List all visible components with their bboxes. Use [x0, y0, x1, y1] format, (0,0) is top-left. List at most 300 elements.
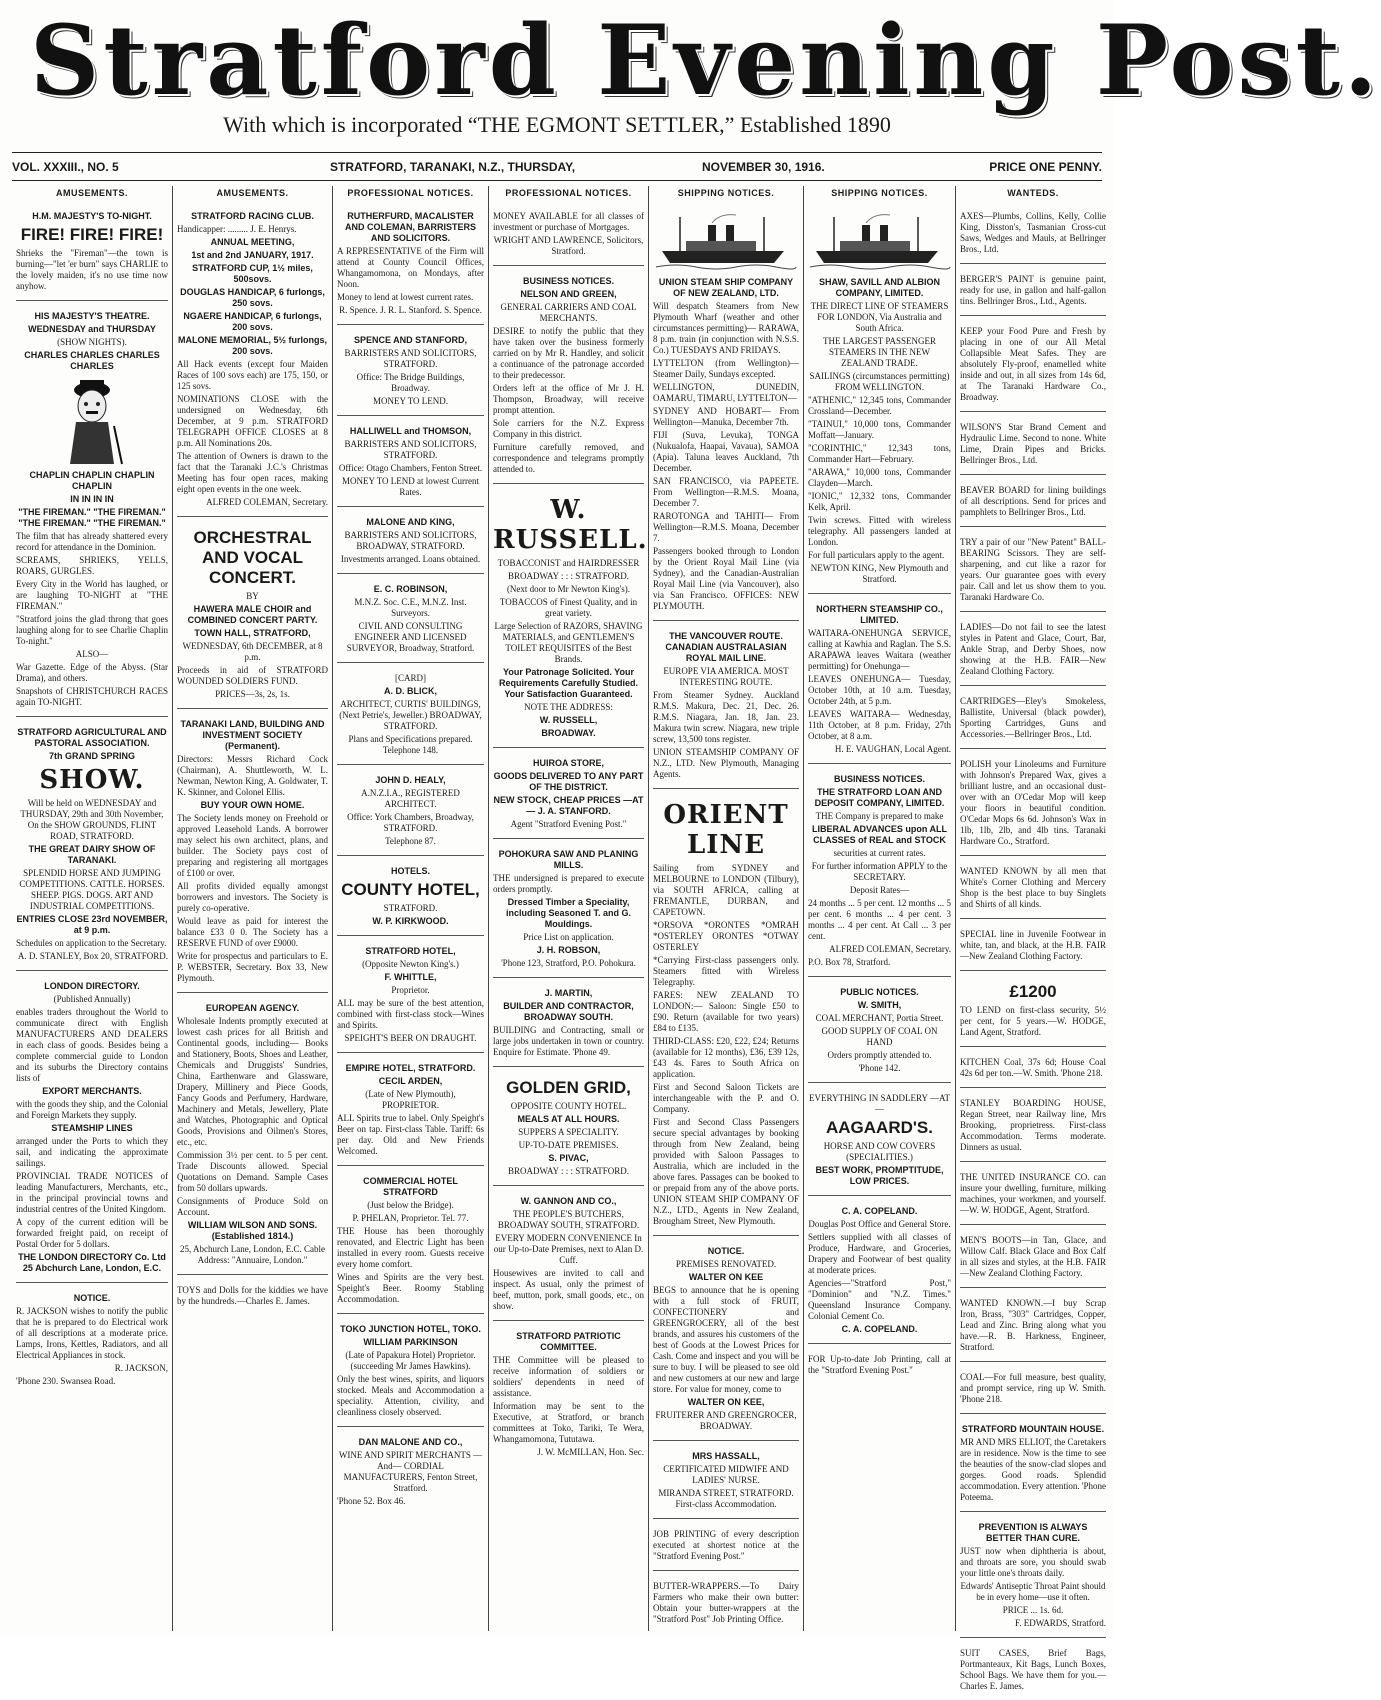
- steamship-illustration: [656, 211, 796, 273]
- ad-heading: NOTICE.: [707, 1246, 745, 1256]
- ad-heading: (Opposite Newton King's.): [362, 959, 459, 969]
- ad-heading: Douglas Post Office and General Store.: [808, 1219, 951, 1229]
- advertisement: [493, 1071, 644, 1186]
- ad-heading: PUBLIC NOTICES.: [840, 987, 919, 997]
- ad-heading: NEWTON KING, New Plymouth and Stratford.: [810, 563, 949, 584]
- ad-heading: W. P. KIRKWOOD.: [372, 916, 449, 926]
- ad-body-text: MEN'S BOOTS—in Tan, Glace, and Willow Calf. Black Glace and Box Calf in all sizes and styles, at the H.B. FAIR—New Zealand Clothing Factory.: [960, 1235, 1106, 1278]
- ad-body-text: BUTTER-WRAPPERS.—To Dairy Farmers who make their own butter: Obtain your butter-wrappers at the "Stratford Post" Job Printing Office.: [653, 1581, 799, 1624]
- ad-heading: EUROPEAN AGENCY.: [205, 1003, 300, 1013]
- advertisement: [337, 205, 484, 325]
- ad-body-text: KEEP your Food Pure and Fresh by placing in one of our All Metal Collapsible Meat Safes. They are absolutely Fly-proof, enamelled white inside and out, in all sizes from 14s 6d, at The Taranaki Hardware Co., Broadway.: [960, 326, 1106, 402]
- ad-body-text: RAROTONGA and TAHITI— From Wellington—R.M.S. Moana, December 7.: [653, 511, 799, 543]
- ad-heading: MALONE MEMORIAL, 5½ furlongs, 200 sovs.: [177, 335, 327, 356]
- ad-heading: (SHOW NIGHTS).: [57, 337, 127, 347]
- advertisement: [808, 1348, 951, 1384]
- ad-body-text: *Carrying First-class passengers only. Steamers fitted with Wireless Telegraphy.: [653, 955, 799, 987]
- ad-heading: R. Spence. J. R. L. Stanford. S. Spence.: [339, 305, 482, 315]
- ad-body-text: A REPRESENTATIVE of the Firm will attend at County Council Offices, Whangamomona, on Mondays, after Noon.: [337, 246, 484, 289]
- ad-heading: STRATFORD CUP, 1½ miles, 500sovs.: [192, 263, 313, 284]
- ad-body-text: *ORSOVA *ORONTES *OMRAH *OSTERLEY ORONTES *OTWAY OSTERLEY: [653, 920, 799, 952]
- ad-heading: CERTIFICATED MIDWIFE AND LADIES' NURSE.: [663, 1464, 789, 1485]
- advertisement: [808, 1087, 951, 1196]
- advertisement: [960, 205, 1106, 264]
- ad-body-text: WANTED KNOWN.—I buy Scrap Iron, Brass, "303" Cartridges, Copper, Lead and Zinc. Bring along what you have.—R. B. Harkness, Engineer, Stratford.: [960, 1298, 1106, 1352]
- advertisement: [960, 923, 1106, 971]
- ad-heading: Will be held on WEDNESDAY and THURSDAY, 29th and 30th November, On the SHOW GROUNDS, FLINT ROAD, STRATFORD.: [20, 798, 164, 841]
- ad-body-text: Directors: Messrs Richard Cock (Chairman), A. Shuttleworth, W. L. Newman, Newton King, A. Goldwater, T. K. Skinner, and Colonel Ellis.: [177, 754, 328, 797]
- ad-body-text: THE undersigned is prepared to execute orders promptly.: [493, 873, 644, 894]
- ad-heading: HORSE AND COW COVERS (SPECIALITIES.): [823, 1141, 936, 1162]
- advertisement: [960, 1418, 1106, 1512]
- ad-heading: GENERAL CARRIERS AND COAL MERCHANTS.: [500, 302, 637, 323]
- ad-heading: STRATFORD PATRIOTIC COMMITTEE.: [516, 1331, 621, 1352]
- ad-body-text: BERGER'S PAINT is genuine paint, ready for use, in gallon and half-gallon tins. Bellringer Bros., Ltd., Agents.: [960, 274, 1106, 306]
- ad-body-text: MR AND MRS ELLIOT, the Caretakers are in residence. Now is the time to see the beauties of the snow-clad slopes and gorges. Good roads. Splendid accommodation. Every attention. 'Phone Poteema.: [960, 1437, 1106, 1502]
- ad-body-text: UNION STEAMSHIP COMPANY OF N.Z., LTD. New Plymouth, Managing Agents.: [653, 747, 799, 779]
- ad-heading: WEDNESDAY and THURSDAY: [28, 324, 156, 334]
- ad-body-text: ALL may be sure of the best attention, combined with first-class stock—Wines and Spirits.: [337, 998, 484, 1030]
- ad-heading: W. SMITH,: [857, 1000, 902, 1010]
- advertisement: [16, 205, 168, 301]
- advertisement: [808, 598, 951, 764]
- ad-body-text: 24 months ... 5 per cent. 12 months ... 5 per cent. 6 months ... 4 per cent. 3 months ... 4 per cent. At Call ... 3 per cent.: [808, 898, 951, 941]
- advertisement: [493, 982, 644, 1067]
- ad-heading: PRICES—3s, 2s, 1s.: [215, 689, 290, 699]
- ad-heading: SPENCE AND STANFORD,: [353, 335, 467, 345]
- ad-heading: ENTRIES CLOSE 23rd NOVEMBER, at 9 p.m.: [16, 914, 168, 935]
- ad-heading: ALSO—: [75, 649, 109, 659]
- ad-heading: WINE AND SPIRIT MERCHANTS —And— CORDIAL MANUFACTURERS, Fenton Street, Stratford.: [338, 1450, 483, 1493]
- column-heading: SHIPPING NOTICES.: [677, 188, 775, 198]
- ad-body-text: Will despatch Steamers from New Plymouth Wharf (weather and other circumstances permitting)— RARAWA, 8 p.m. train (in conjunction with N.S.S. Co.) TUESDAYS AND FRIDAYS.: [653, 301, 799, 355]
- ad-heading: THE LONDON DIRECTORY Co. Ltd 25 Abchurch Lane, London, E.C.: [18, 1252, 166, 1273]
- ad-body-text: Sole carriers for the N.Z. Express Company in this district.: [493, 418, 644, 439]
- ad-heading: Telephone 87.: [385, 836, 436, 846]
- ad-body-text: Schedules on application to the Secretary.: [16, 938, 167, 948]
- advertisement: [337, 1170, 484, 1314]
- ad-heading: 7th GRAND SPRING: [48, 751, 135, 761]
- advertisement: [960, 1516, 1106, 1638]
- ad-heading: TOKO JUNCTION HOTEL, TOKO.: [340, 1324, 481, 1334]
- ad-body-text: "TAINUI," 10,000 tons, Commander Moffatt—January.: [808, 419, 951, 440]
- ad-heading: UNION STEAM SHIP COMPANY OF NEW ZEALAND, LTD.: [658, 277, 794, 298]
- ad-heading: P. PHELAN, Proprietor. Tel. 77.: [352, 1213, 469, 1223]
- ad-heading: BY: [246, 591, 259, 601]
- ad-body-text: Snapshots of CHRISTCHURCH RACES again TO-NIGHT.: [16, 686, 168, 707]
- ad-body-text: COAL—For full measure, best quality, and prompt service, ring up W. Smith. 'Phone 218.: [960, 1372, 1106, 1404]
- ad-body-text: WANTED KNOWN by all men that White's Corner Clothing and Mercery Shop is the best place to buy Singlets and Shirts of all kinds.: [960, 866, 1106, 909]
- ad-heading: (Late of Papakura Hotel) Proprietor. (succeeding Mr James Hawkins).: [345, 1350, 476, 1371]
- ad-heading: NEW STOCK, CHEAP PRICES —AT— J. A. STANFORD.: [493, 795, 644, 816]
- ad-heading: A. D. BLICK,: [384, 686, 437, 696]
- dateline-rule: [12, 180, 1102, 181]
- ad-heading: J. MARTIN,: [544, 988, 593, 998]
- ad-body-text: CARTRIDGES—Eley's Smokeless, Ballistite, Universal (black powder), Sporting Cartridges, Guns and Accessories.—Bellringer Bros., Ltd.: [960, 696, 1106, 739]
- ad-heading: THE VANCOUVER ROUTE. CANADIAN AUSTRALASIAN ROYAL MAIL LINE.: [665, 631, 787, 663]
- ad-heading: ANNUAL MEETING,: [210, 237, 295, 247]
- ad-body-text: Housewives are invited to call and inspect. As usual, only the primest of beef, mutton, pork, small goods, etc., on show.: [493, 1268, 644, 1311]
- ad-heading: MIRANDA STREET, STRATFORD. First-class Accommodation.: [658, 1488, 794, 1509]
- advertisement: [960, 1092, 1106, 1162]
- ad-heading: CHARLES CHARLES CHARLES CHARLES: [24, 350, 160, 371]
- ad-heading: COMMERCIAL HOTEL STRATFORD: [363, 1176, 458, 1197]
- ad-body-text: 'Phone 52. Box 46.: [337, 1496, 406, 1506]
- ad-body-text: Write for prospectus and particulars to E. P. WEBSTER, Secretary. Box 33, New Plymouth.: [177, 951, 328, 983]
- ad-body-text: Furniture carefully removed, and correspondence and telegrams promptly attended to.: [493, 442, 644, 474]
- ad-heading: AAGAARD'S.: [826, 1118, 933, 1137]
- ad-heading: ARCHITECT, CURTIS' BUILDINGS, (Next Petrie's, Jeweller.) BROADWAY, STRATFORD.: [339, 699, 482, 731]
- ad-heading: 'Phone 123, Stratford, P.O. Pohokura.: [501, 958, 636, 968]
- ad-heading: Agent "Stratford Evening Post.": [510, 819, 627, 829]
- ad-heading: SPLENDID HORSE AND JUMPING COMPETITIONS. CATTLE. HORSES. SHEEP. PIGS. DOGS. ART AND INDUSTRIAL COMPETITIONS.: [19, 868, 165, 911]
- column-2: [172, 186, 332, 1631]
- ad-body-text: All profits divided equally amongst borrowers and investors. The Society is purely co-operative.: [177, 881, 328, 913]
- ad-heading: (Published Annually): [53, 994, 131, 1004]
- ad-body-text: Wines and Spirits are the very best. Speight's Beer. Roomy Stabling Accommodation.: [337, 1272, 484, 1304]
- ad-body-text: Handicapper: ......... J. E. Henrys.: [177, 224, 297, 234]
- ad-body-text: NOMINATIONS CLOSE with the undersigned on Wednesday, 6th December, at 9 p.m. STRATFORD TELEGRAPH OFFICE CLOSES at 8 p.m. All Nominations 20s.: [177, 394, 328, 448]
- ad-heading: WALTER ON KEE: [688, 1272, 764, 1282]
- advertisement: [653, 625, 799, 789]
- advertisement: [493, 488, 648, 748]
- ad-heading: WALTER ON KEE,: [687, 1397, 765, 1407]
- ad-heading: ALFRED COLEMAN, Secretary.: [829, 944, 951, 954]
- ad-heading: BARRISTERS AND SOLICITORS, STRATFORD.: [344, 439, 477, 460]
- advertisement: [16, 975, 168, 1283]
- advertisement: [337, 1318, 484, 1427]
- advertisement: [960, 1366, 1106, 1414]
- ad-heading: Office: The Bridge Buildings, Broadway.: [356, 372, 465, 393]
- ad-heading: Your Patronage Solicited. Your Requirements Carefully Studied. Your Satisfaction Guaranteed.: [498, 667, 639, 699]
- ad-body-text: SYDNEY AND HOBART— From Wellington—Manuka, December 7th.: [653, 406, 799, 427]
- dateline: [12, 158, 1102, 176]
- ad-heading: BARRISTERS AND SOLICITORS, BROADWAY, STRATFORD.: [344, 530, 477, 551]
- newspaper-title: Stratford Evening Post.: [30, 4, 1381, 117]
- ad-heading: BROADWAY : : : STRATFORD.: [507, 1166, 630, 1176]
- ad-body-text: AXES—Plumbs, Collins, Kelly, Collie King, Disston's, Tasmanian Cross-cut Saws, Wedges and Mauls, at Bellringer Bros., Ltd.: [960, 211, 1106, 254]
- ad-heading: "THE FIREMAN." "THE FIREMAN." "THE FIREMAN." "THE FIREMAN.": [18, 507, 166, 528]
- ad-heading: BUSINESS NOTICES.: [522, 276, 614, 286]
- ad-body-text: For full particulars apply to the agent.: [808, 550, 945, 560]
- ad-heading: HUIROA STORE,: [532, 758, 604, 768]
- ad-heading: Office: York Chambers, Broadway, STRATFORD.: [347, 812, 474, 833]
- ad-heading: Large Selection of RAZORS, SHAVING MATERIALS, and GENTLEMEN'S TOILET REQUISITES of the Best Brands.: [494, 621, 643, 664]
- advertisement: [960, 860, 1106, 919]
- ad-heading: THE Company is prepared to make: [815, 811, 944, 821]
- ad-body-text: "ATHENIC," 12,345 tons, Commander Crossland—December.: [808, 395, 951, 416]
- ad-heading: SPEIGHT'S BEER ON DRAUGHT.: [344, 1033, 477, 1043]
- ad-heading: For further information APPLY to the SECRETARY.: [811, 861, 948, 882]
- ad-body-text: PROVINCIAL TRADE NOTICES of leading Manufacturers, Merchants, etc., in the principal provincial towns and industrial centres of the United Kingdom.: [16, 1171, 168, 1214]
- ad-body-text: Agencies—"Stratford Post," "Dominion" and "N.Z. Times." Queensland Insurance Company. Colonial Cement Co.: [808, 1278, 951, 1321]
- ad-heading: GOLDEN GRID,: [506, 1078, 631, 1097]
- ad-body-text: "CORINTHIC," 12,343 tons, Commander Hart—February.: [808, 443, 951, 464]
- ad-body-text: THE UNITED INSURANCE CO. can insure your dwelling, furniture, milking machines, your workmen, and yourself.—W. W. HODGE, Agent, Stratford.: [960, 1172, 1106, 1215]
- advertisement: [653, 1240, 799, 1441]
- ad-heading: THE LARGEST PASSENGER STEAMERS IN THE NEW ZEALAND TRADE.: [822, 336, 937, 368]
- advertisement: [960, 1229, 1106, 1288]
- advertisement: [493, 752, 644, 839]
- ad-heading: STRATFORD RACING CLUB.: [191, 211, 314, 221]
- ad-body-text: JUST now when diphtheria is about, and throats are sore, you should swab your little one's throats daily.: [960, 1546, 1106, 1578]
- ad-heading: 'Phone 142.: [858, 1063, 901, 1073]
- ad-body-text: THIRD-CLASS: £20, £22, £24; Returns (available for 12 months), £36, £39 12s, £43 4s. Fares to South Africa on application.: [653, 1036, 799, 1079]
- advertisement: [177, 205, 328, 517]
- advertisement: [960, 1292, 1106, 1362]
- column-3: [332, 186, 488, 1631]
- advertisement: [16, 1287, 168, 1395]
- ad-heading: J. W. McMILLAN, Hon. Sec.: [537, 1447, 644, 1457]
- ad-heading: THE DIRECT LINE OF STEAMERS FOR LONDON, Via Australia and South Africa.: [810, 301, 949, 333]
- ad-heading: MONEY TO LEND at lowest Current Rates.: [341, 476, 480, 497]
- ad-heading: NORTHERN STEAMSHIP CO., LIMITED.: [816, 604, 943, 625]
- ad-heading: W. RUSSELL,: [539, 715, 598, 725]
- ad-heading: ALFRED COLEMAN, Secretary.: [206, 497, 328, 507]
- ad-body-text: Passengers booked through to London by the Orient Royal Mail Line (via Sydney), and the Canadian-Australian Royal Mail Line (via Vancouver), also via San Francisco. OFFICES: NEW PLYMOUTH.: [653, 546, 799, 611]
- ad-heading: BROADWAY.: [541, 728, 596, 738]
- advertisement: [653, 793, 799, 1236]
- ad-heading: MALONE AND KING,: [366, 517, 455, 527]
- advertisement: [337, 1057, 484, 1166]
- column-1: [12, 186, 172, 1631]
- ad-body-text: 'Phone 230. Swansea Road.: [16, 1376, 116, 1386]
- publication-place: STRATFORD, TARANAKI, N.Z., THURSDAY,: [330, 160, 576, 174]
- column-heading: WANTEDS.: [1007, 188, 1059, 198]
- ad-body-text: KITCHEN Coal, 37s 6d; House Coal 42s 6d per ton.—W. Smith. 'Phone 218.: [960, 1057, 1106, 1078]
- ad-body-text: TOYS and Dolls for the kiddies we have by the hundreds.—Charles E. James.: [177, 1285, 328, 1306]
- advertisement: [960, 753, 1106, 856]
- advertisement: [337, 578, 484, 663]
- ad-heading: HALLIWELL and THOMSON,: [349, 426, 472, 436]
- ad-heading: NELSON AND GREEN,: [520, 289, 617, 299]
- ad-body-text: LADIES—Do not fail to see the latest styles in Patent and Glace, Court, Bar, Ankle Strap, and Derby Shoes, now showing at the H.B. FAIR—New Zealand Clothing Factory.: [960, 622, 1106, 676]
- column-6: [803, 186, 955, 1631]
- ad-heading: TOBACCOS of Finest Quality, and in great variety.: [499, 597, 638, 618]
- ad-body-text: JOB PRINTING of every description executed at shortest notice at the "Stratford Evening Post.": [653, 1529, 799, 1561]
- ad-heading: HIS MAJESTY'S THEATRE.: [34, 311, 150, 321]
- advertisement: [493, 1325, 644, 1466]
- ad-heading: Price List on application.: [523, 932, 614, 942]
- advertisement: [337, 940, 484, 1053]
- advertisement: [960, 531, 1106, 612]
- ad-body-text: Would leave as paid for interest the balance £33 0 0. The Society has a RESERVE FUND of over £9000.: [177, 916, 328, 948]
- ad-body-text: WELLINGTON, DUNEDIN, OAMARU, TIMARU, LYTTELTON—: [653, 382, 799, 403]
- advertisement: [177, 713, 328, 993]
- advertisement: [337, 420, 484, 507]
- ad-heading: £1200: [1009, 982, 1057, 1001]
- ad-body-text: The film that has already shattered every record for attendance in the Dominion.: [16, 531, 168, 552]
- ad-body-text: Wholesale Indents promptly executed at lowest cash prices for all British and Continental goods, including— Books and Stationery, Boots, Shoes and Leather, Chemicals and Druggists' Sundries, China, Earthenware and Glassware, Drapery, Millinery and Piece Goods, Fancy Goods and Perfumery, Hardware, Machinery and Metals, Jewellery, Plate and Watches, Photographic and Optical Goods, Provisions and Oilmen's Stores, etc., etc.: [177, 1016, 328, 1147]
- ad-heading: THE GREAT DAIRY SHOW OF TARANAKI.: [28, 844, 156, 865]
- ad-body-text: Settlers supplied with all classes of Produce, Hardware, and Groceries, Drapery and Footwear of best quality at moderate prices.: [808, 1232, 951, 1275]
- ad-body-text: LYTTELTON (from Wellington)— Steamer Daily, Sundays excepted.: [653, 358, 799, 379]
- ad-heading: EMPIRE HOTEL, STRATFORD.: [345, 1063, 476, 1073]
- advertisement: [493, 270, 644, 484]
- ad-heading: EUROPE VIA AMERICA. MOST INTERESTING ROUTE.: [663, 666, 789, 687]
- ad-body-text: R. JACKSON wishes to notify the public that he is prepared to do Electrical work of all descriptions at a moderate price. Lamps, Irons, Kettles, Radiators, and all Electrical Appliances in stock.: [16, 1306, 168, 1360]
- ad-heading: Dressed Timber a Speciality, including Seasoned T. and G. Mouldings.: [505, 897, 631, 929]
- ad-heading: BARRISTERS AND SOLICITORS, STRATFORD.: [344, 348, 477, 369]
- ad-heading: MRS HASSALL,: [692, 1451, 760, 1461]
- column-heading: AMUSEMENTS.: [216, 188, 289, 198]
- ad-heading: JOHN D. HEALY,: [375, 775, 446, 785]
- column-5: [648, 186, 803, 1631]
- ad-heading: EVERY MODERN CONVENIENCE In our Up-to-Date Premises, next to Alan D. Cuff.: [493, 1233, 644, 1265]
- ad-heading: STRATFORD MOUNTAIN HOUSE.: [961, 1424, 1105, 1434]
- advertisement: [493, 843, 644, 978]
- ad-heading: S. PIVAC,: [548, 1153, 589, 1163]
- advertisement: [808, 768, 951, 977]
- ad-heading: FIRE! FIRE! FIRE!: [20, 225, 164, 244]
- ad-heading: IN IN IN IN: [70, 494, 114, 504]
- ad-heading: RUTHERFURD, MACALISTER AND COLEMAN, BARRISTERS AND SOLICITORS.: [344, 211, 476, 243]
- ad-body-text: TO LEND on first-class security, 5½ per cent, for 5 years.—W. HODGE, Land Agent, Stratford.: [960, 1005, 1106, 1037]
- ad-heading: PREMISES RENOVATED.: [675, 1259, 777, 1269]
- advertisement: [960, 320, 1106, 412]
- ad-heading: PREVENTION IS ALWAYS BETTER THAN CURE.: [978, 1522, 1088, 1543]
- advertisement: [177, 521, 328, 709]
- ad-heading: NOTICE.: [73, 1293, 111, 1303]
- ad-body-text: War Gazette. Edge of the Abyss. (Star Drama), and others.: [16, 662, 168, 683]
- ad-body-text: Sailing from SYDNEY and MELBOURNE to LONDON (Tilbury), via SOUTH AFRICA, calling at FREMANTLE, DURBAN, and CAPETOWN.: [653, 863, 799, 917]
- ad-body-text: Only the best wines, spirits, and liquors stocked. Meals and Accommodation a speciality. Attention, civility, and cleanliness closely observed.: [337, 1374, 484, 1417]
- ad-heading: Proprietor.: [391, 985, 430, 995]
- ad-heading: GOODS DELIVERED TO ANY PART OF THE DISTRICT.: [493, 771, 644, 792]
- masthead-rule: [12, 152, 1102, 153]
- ad-heading: FRUITERER AND GREENGROCER, BROADWAY.: [655, 1410, 797, 1431]
- ad-heading: F. WHITTLE,: [384, 972, 437, 982]
- ad-heading: STEAMSHIP LINES: [51, 1123, 133, 1133]
- ad-heading: GOOD SUPPLY OF COAL ON HAND: [821, 1026, 938, 1047]
- ad-heading: EVERYTHING IN SADDLERY —AT—: [809, 1093, 950, 1114]
- ad-heading: E. C. ROBINSON,: [373, 584, 448, 594]
- ad-heading: LONDON DIRECTORY.: [44, 981, 140, 991]
- ad-body-text: WILSON'S Star Brand Cement and Hydraulic Lime. Second to none. White Lime, Drain Pipes and Bricks. Bellringer Bros., Ltd.: [960, 422, 1106, 465]
- advertisement: [16, 305, 168, 717]
- volume-number: VOL. XXXIII., NO. 5: [12, 160, 119, 174]
- ad-heading: H.M. MAJESTY'S TO-NIGHT.: [32, 211, 152, 221]
- ad-body-text: POLISH your Linoleums and Furniture with Johnson's Prepared Wax, gives a brilliant lustre, and an occasional dust-over with an O'Cedar Mop will keep your floors in beautiful condition. O'Cedar Mops 6s 6d. Johnson's Wax in 1lb, 1lb, 2lb, and 4lb tins. Taranaki Hardware Co., Stratford.: [960, 759, 1106, 846]
- ad-heading: SAILINGS (circumstances permitting) FROM WELLINGTON.: [809, 371, 950, 392]
- ad-heading: [CARD]: [395, 673, 426, 683]
- masthead: [0, 0, 1381, 148]
- ad-heading: WILLIAM WILSON AND SONS. (Established 1814.): [187, 1220, 318, 1241]
- column-heading: SHIPPING NOTICES.: [831, 188, 928, 198]
- ad-heading: BUILDER AND CONTRACTOR, BROADWAY SOUTH.: [503, 1001, 634, 1022]
- column-4: [488, 186, 648, 1631]
- ad-heading: C. A. COPELAND.: [841, 1324, 918, 1334]
- ad-heading: NOTE THE ADDRESS:: [524, 702, 613, 712]
- ad-heading: CECIL ARDEN,: [378, 1076, 443, 1086]
- ad-heading: TOBACCONIST and HAIRDRESSER: [497, 558, 640, 568]
- ad-heading: CHAPLIN CHAPLIN CHAPLIN CHAPLIN: [29, 470, 155, 491]
- ad-heading: STRATFORD HOTEL,: [365, 946, 456, 956]
- advertisement: [177, 997, 328, 1275]
- advertisement: [653, 205, 799, 621]
- ad-body-text: BEAVER BOARD for lining buildings of all descriptions. Send for prices and pamphlets to Bellringer Bros., Ltd.: [960, 485, 1106, 517]
- ad-body-text: Information may be sent to the Executive, at Stratford, or branch committees at Toko, Tariki, Te Wera, Whangamomona, Tututawa.: [493, 1401, 644, 1444]
- ad-body-text: Consignments of Produce Sold on Account.: [177, 1196, 328, 1217]
- ad-heading: R. JACKSON,: [114, 1363, 168, 1373]
- advertisement: [960, 268, 1106, 316]
- ad-heading: TARANAKI LAND, BUILDING AND INVESTMENT SOCIETY (Permanent).: [180, 719, 325, 751]
- ad-heading: Investments arranged. Loans obtained.: [340, 554, 481, 564]
- advertisement: [960, 975, 1106, 1047]
- ad-heading: (Next door to Mr Newton King's).: [506, 584, 631, 594]
- ad-body-text: "ARAWA," 10,000 tons, Commander Clayden—March.: [808, 467, 951, 488]
- advertisement: [337, 511, 484, 574]
- ad-body-text: LEAVES ONEHUNGA— Tuesday, October 10th, at 10 a.m. Tuesday, October 24th, at 5 p.m.: [808, 674, 951, 706]
- advertisement: [337, 329, 484, 416]
- ad-body-text: Orders left at the office of Mr J. H. Thompson, Broadway, will receive prompt attention.: [493, 383, 644, 415]
- ad-heading: HAWERA MALE CHOIR and COMBINED CONCERT PARTY.: [187, 604, 318, 625]
- ad-body-text: THE House has been thoroughly renovated, and Electric Light has been installed in every room. Guests receive every home comfort.: [337, 1226, 484, 1269]
- ad-heading: A.N.Z.I.A., REGISTERED ARCHITECT.: [361, 788, 460, 809]
- ad-heading: Orders promptly attended to.: [827, 1050, 932, 1060]
- ad-heading: WILLIAM PARKINSON: [363, 1337, 458, 1347]
- ad-heading: OPPOSITE COUNTY HOTEL.: [510, 1101, 627, 1111]
- ad-body-text: DESIRE to notify the public that they have taken over the business formerly carried on by Mr R. Handley, and solicit a continuance of the patronage accorded to their predecessor.: [493, 326, 644, 380]
- ad-heading: STRATFORD AGRICULTURAL AND PASTORAL ASSOCIATION.: [17, 727, 167, 748]
- ad-body-text: SAN FRANCISCO, via PAPEETE. From Wellington—R.M.S. Moana, December 7.: [653, 476, 799, 508]
- advertisement: [960, 616, 1106, 686]
- advertisement: [337, 860, 484, 936]
- advertisement: [960, 1642, 1106, 1700]
- ad-heading: NGAERE HANDICAP, 6 furlongs, 200 sovs.: [183, 311, 322, 332]
- ad-heading: W. GANNON AND CO.,: [520, 1196, 617, 1206]
- advertisement: [960, 479, 1106, 527]
- ad-body-text: The Society lends money on Freehold or approved Leasehold Lands. A borrower may select his own architect, plans, and builder. The Society pays cost of preparing and registering all mortgages of £100 or over.: [177, 813, 328, 878]
- ad-body-text: BEGS to announce that he is opening with a full stock of FRUIT, CONFECTIONERY and GREENGROCERY, all of the best brands, and assures his customers of the best of Goods at the Lowest Prices for Cash. Come and inspect and you will be sure to buy. I will be pleased to see old and new customers at our new and large store. For value for money, come to: [653, 1285, 799, 1394]
- ad-body-text: Proceeds in aid of STRATFORD WOUNDED SOLDIERS FUND.: [177, 665, 328, 686]
- column-heading: AMUSEMENTS.: [55, 188, 128, 198]
- publication-date: NOVEMBER 30, 1916.: [702, 160, 825, 174]
- ad-body-text: TRY a pair of our "New Patent" BALL-BEARING Scissors. They are self-sharpening, and cut like a razor for years. Our guarantee goes with every pair. Call and let us show them to you. Taranaki Hardware Co.: [960, 537, 1106, 602]
- ad-heading: H. E. VAUGHAN, Local Agent.: [834, 744, 951, 754]
- advertisement: [493, 205, 644, 266]
- ad-heading: 1st and 2nd JANUARY, 1917.: [191, 250, 314, 260]
- ad-heading: PRICE ... 1s. 6d.: [1002, 1605, 1064, 1615]
- ad-heading: EXPORT MERCHANTS.: [42, 1086, 142, 1096]
- advertisement: [493, 1190, 644, 1321]
- ad-heading: BROADWAY : : : STRATFORD.: [507, 571, 630, 581]
- ad-heading: DOUGLAS HANDICAP, 6 furlongs, 250 sovs.: [180, 287, 325, 308]
- ad-body-text: "IONIC," 12,332 tons, Commander Kelk, April.: [808, 491, 951, 512]
- ad-heading: A. D. STANLEY, Box 20, STRATFORD.: [17, 951, 168, 961]
- advertisement: [337, 1431, 484, 1515]
- ad-heading: BUY YOUR OWN HOME.: [200, 800, 305, 810]
- ad-heading: SHAW, SAVILL AND ALBION COMPANY, LIMITED.: [818, 277, 940, 298]
- ad-body-text: BUILDING and Contracting, small or large jobs undertaken in town or country. Enquire for Estimate. 'Phone 49.: [493, 1025, 644, 1057]
- ad-heading: ORCHESTRAL AND VOCAL CONCERT.: [193, 528, 312, 587]
- ad-body-text: The attention of Owners is drawn to the fact that the Taranaki J.C.'s Christmas Meeting has four open races, making eight open events in the one week.: [177, 451, 328, 494]
- ad-heading: BEST WORK, PROMPTITUDE, LOW PRICES.: [815, 1165, 944, 1186]
- ad-body-text: SCREAMS, SHRIEKS, YELLS, ROARS, GURGLES.: [16, 555, 168, 576]
- ad-body-text: Money to lend at lowest current rates.: [337, 292, 474, 302]
- ad-heading: HOTELS.: [390, 866, 430, 876]
- chaplin-portrait-illustration: [52, 376, 132, 466]
- ad-heading: WEDNESDAY, 6th DECEMBER, at 8 p.m.: [182, 641, 323, 662]
- advertisement: [808, 205, 951, 594]
- ad-heading: CIVIL AND CONSULTING ENGINEER AND LICENSED SURVEYOR, Broadway, Stratford.: [346, 621, 475, 653]
- column-heading: PROFESSIONAL NOTICES.: [505, 188, 632, 198]
- ad-body-text: All Hack events (except four Maiden Races of 100 sovs each) are 175, 150, or 125 sovs.: [177, 359, 328, 391]
- ad-heading: (Late of New Plymouth), PROPRIETOR.: [365, 1089, 456, 1110]
- advertisement: [16, 721, 168, 971]
- ad-body-text: SPECIAL line in Juvenile Footwear in white, tan, and black, at the H.B. FAIR—New Zealand Clothing Factory.: [960, 929, 1106, 961]
- ad-heading: SUPPERS A SPECIALITY.: [518, 1127, 619, 1137]
